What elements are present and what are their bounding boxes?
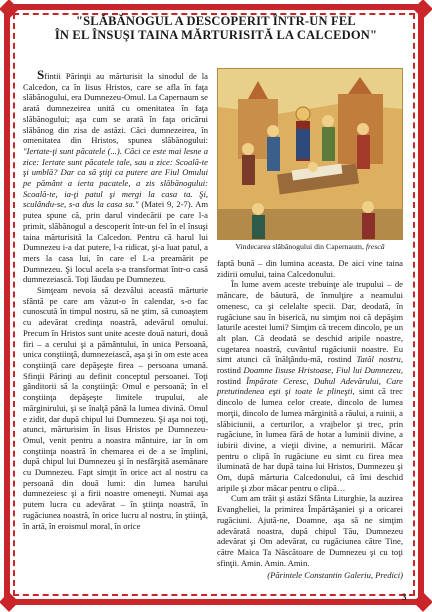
scripture-quote: "Iertate-ţi sunt păcatele (...). Căci ce este mai lesne a zice: Iertate sunt păcatele tale, sau a zice: Scoală-te şi umblă? Dar ca să ştiţi ca putere are Fiul Omului pe pământ a ierta pacatele, a zis slăbănogului: Scoală-te, ia-ţi patul şi mergi la casa ta. Şi, sculându-se, s-a dus la casa sa." [23, 145, 208, 210]
paragraph: faptă bună – din lumina aceasta. De aici vine taina zidirii omului, taina Calcedonului. [217, 258, 403, 279]
prayer-title: Tatăl nostru [356, 354, 401, 365]
signature: (Părintele Constantin Galeriu, Predici) [267, 570, 403, 581]
paragraph [23, 67, 209, 285]
paragraph-text: , simt că trec dincolo de lumea celor create, dincolo de lumea morţii, dincolo de lumea mărginită a răului, a ruinii, a slăbiciunii, a certurilor, a vrajbelor şi trec, prin rugăciune, în lumea fără de hotar a luminii divine, a iubirii divine, a vieţii divine, a nemuririi. Măcar pentru o clipă în rugăciune eu simt cu firea mea iluminată de har după taina lui Hristos, Dumnezeu şi Om, după mărturia Calcedonului, că îmi deschid aripile şi zbor măcar pentru o clipă… [217, 386, 403, 493]
figure-caption [217, 242, 403, 251]
fresco-illustration [218, 69, 403, 240]
page-number: 3 [402, 592, 407, 602]
title-line-2: ÎN EL ÎNSUŞI TAINA MĂRTURISITĂ LA CALCEDON" [54, 28, 378, 42]
article-title [20, 14, 412, 42]
caption-italic: frescă [365, 242, 385, 251]
drop-cap: S [37, 67, 45, 82]
title-line-1: "SLĂBĂNOGUL A DESCOPERIT ÎNTR-UN FEL [76, 14, 356, 28]
prayer-title: Doamne Iisuse Hristoase, Fiul lui Dumnezeu [243, 365, 401, 376]
paragraph: Simţeam nevoia să dezvălui această mărturie sfântă pe care am văzut-o în calendar, s-o fac cunoscută în timpul nostru, să ne ştim, să cunoaştem cu adevărat credinţa noastră, adevărul omului. Precum în Hristos sunt unite aceste două naturi, două firi – a cerului şi a pământului, în unica Persoană, unica conştiinţă, dumnezeiască, aşa şi în om este acea conştiinţă care depăşeşte firea – persoana umană. Sfinţii Părinţi au definit conceptul persoanei. Toţi gânditorii să la conştiinţă: Omul e persoană; în el conştiinţa depăşeşte limitele trupului, ale mărginirului, şi se înalţă până la lumea divină. Omul e zidit, dar după chipul lui Dumnezeu. Şi aşa noi toţi, atunci, mărturisim în Iisus Hristos pe Dumnezeu-Omul, venit pentru a noastra mântuire, iar în om conştiinţa noastră în chemarea ei de a se împlini, după chipul lui Dumnezeu şi în nesfârşită asemănare cu Dumnezeu. Fapt simţit în orice act al nostru ca persoană din două lumi: din lumea harului dumnezeiesc şi a firii noastre omeneşti. Numai aşa putem lucra cu adevărat – în ştiinţa noastră, în rugăciunea noastră, în orice lucru al nostru, în ştiinţă, în artă, în eroismul moral, în orice [23, 285, 208, 531]
paragraph-text: , rostind [217, 354, 403, 376]
paragraph-text: fintii Părinţii au mărturisit la sinodul de la Calcedon, ca în Iisus Hristos, care se afla în faţa slăbănogului, era Dumnezeu-Omul. La Capernaum se arată dumnezeirea unită cu omenitatea în faţa slăbănogului; aşa cum se arată în faţa oricărui slăbănog din zisa de astăzi. Căci dumnezeirea, în omenitatea din Hristos, spunea slăbănogului: [23, 71, 208, 146]
paragraph-text: , rostind [217, 365, 403, 386]
caption-text: Vindecarea slăbănogului din Capernaum, [235, 242, 366, 251]
right-column [217, 258, 403, 581]
fresco-image [217, 68, 403, 240]
paragraph: Cum am trăit şi astăzi Sfânta Liturghie, la auzirea Evangheliei, la primirea Împărtăşaniei şi a oricarei rugăciuni. Ajută-ne, Doamne, aşa să ne simţim adevărată noastra, după chipul Tău, Dumnezeu adevărat şi Om adevărat, cu rugăciunea către Tine, către Maica Ta Născătoare de Dumnezeu şi cu toţi sfinţii. Amin. Amin. Amin. [217, 493, 403, 568]
paragraph [217, 279, 403, 493]
paragraph-text: (Matei 9, 2-7). Am putea spune că, prin darul vindecării pe care l-a primit, slăbănogul a descoperit într-un fel în el însuşi taina mărturisită la Calcedon. Pentru că harul lui Dumnezeu i-a dat putere, l-a ridicat, şi-a luat patul, a mers la casa lui, în care el L-a preamărit pe Dumnezeu. Şi locul acela s-a transformat într-o casă dumnezeiască. Toţi lăudau pe Dumnezeu. [23, 199, 209, 285]
prayer-title: Împărate Ceresc, Duhul Adevărului, Care pretutindenea eşti şi toate le plineşti [217, 375, 403, 397]
left-column [23, 67, 209, 531]
paragraph-text: În lume avem aceste trebuinţe ale trupului – de mâncare, de băutură, de înmulţire a neamului omenesc, ca şi celelalte specii. Dar, deodată, în rugăciune sau în biserică, nu simţim noi că depăşim laturile acestei lumi? Simţim că trecem dincolo, pe un alt plan. Că deodată se deschid aripile noastre, cugetarea noastră, cuvântul rugăciunii noastre. Eu simt atunci că înălţându-mă, rostind [217, 279, 403, 365]
